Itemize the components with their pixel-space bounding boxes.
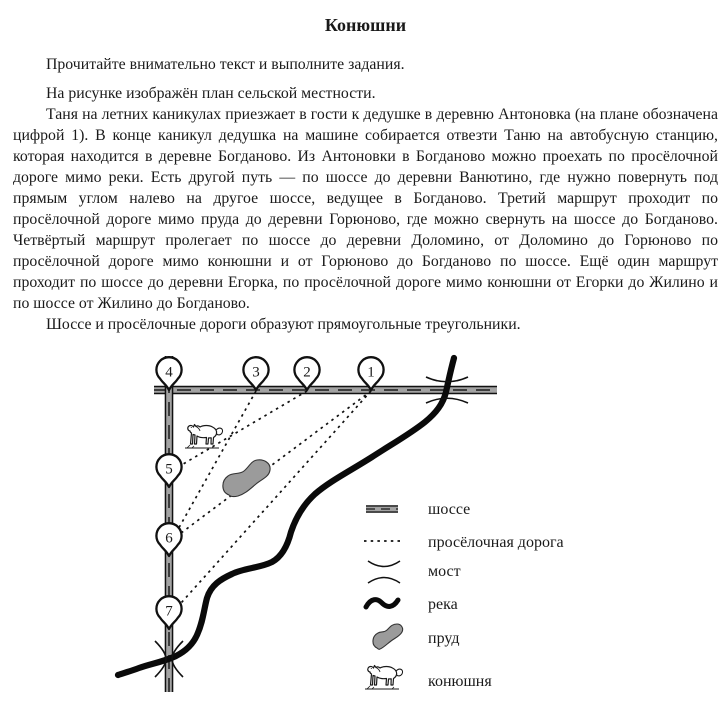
dirt-road-1-to-6 bbox=[173, 391, 371, 539]
dirt-road-1-to-7 bbox=[173, 391, 371, 612]
map-legend bbox=[364, 501, 564, 690]
pond-icon bbox=[373, 624, 403, 649]
bridge-icon bbox=[368, 561, 400, 583]
marker-number: 5 bbox=[165, 461, 173, 478]
legend-row-river bbox=[366, 596, 458, 613]
map-marker-4 bbox=[156, 357, 181, 390]
marker-number: 1 bbox=[367, 364, 375, 381]
legend-label: река bbox=[428, 596, 458, 613]
legend-label: просёлочная дорога bbox=[428, 534, 564, 551]
paragraph-routes: Таня на летних каникулах приезжает в гости к дедушке в деревню Антоновка (на плане обозначена цифрой 1). В конце каникул дедушка на машине собирается отвезти Таню на автобусную станцию, которая находится в деревне Богданово. Из Антоновки в Богданово можно проехать по просёлочной дороге мимо реки. Есть другой путь — по шоссе до деревни Ванютино, где нужно повернуть под прямым углом налево на другое шоссе, ведущее в Богданово. Третий маршрут проходит по просёлочной дороге мимо пруда до деревни Горюново, где можно свернуть на шоссе до Богданово. Четвёртый маршрут пролегает по шоссе до деревни Доломино, от Доломино до Горюново по просёлочной дороге мимо конюшни и от Горюново до Богданово по шоссе. Ещё один маршрут проходит по шоссе до деревни Егорка, по просёлочной дороге мимо конюшни от Егорки до Жилино и по шоссе от Жилино до Богданово. bbox=[13, 106, 718, 312]
map-marker-7 bbox=[156, 596, 181, 629]
stable-icon bbox=[185, 425, 223, 449]
map-marker-6 bbox=[156, 523, 181, 556]
task-text-block bbox=[13, 6, 718, 335]
marker-number: 6 bbox=[165, 530, 173, 547]
page-title: Конюшни bbox=[324, 15, 407, 35]
pond bbox=[223, 460, 270, 497]
legend-row-bridge bbox=[368, 561, 461, 583]
legend-label: пруд bbox=[428, 630, 460, 647]
instruction-paragraph: Прочитайте внимательно текст и выполните задания. bbox=[46, 56, 405, 73]
marker-number: 2 bbox=[303, 364, 311, 381]
dirt-road-3-to-6 bbox=[172, 391, 256, 540]
paragraph-plan: На рисунке изображён план сельской местности. bbox=[46, 85, 376, 102]
legend-row-stable bbox=[365, 666, 492, 691]
paragraph-triangles: Шоссе и просёлочные дороги образуют прямоугольные треугольники. bbox=[46, 316, 521, 333]
map-marker-2 bbox=[294, 357, 319, 390]
legend-row-dirt-road bbox=[364, 534, 564, 551]
map-marker-1 bbox=[358, 357, 383, 390]
marker-number: 7 bbox=[165, 603, 173, 620]
village-plan-map bbox=[0, 350, 728, 704]
legend-row-pond bbox=[373, 624, 460, 649]
marker-number: 3 bbox=[252, 364, 260, 381]
legend-label: мост bbox=[428, 563, 461, 580]
legend-row-highway bbox=[366, 501, 470, 518]
map-marker-5 bbox=[156, 454, 181, 487]
river-icon bbox=[366, 600, 398, 607]
stable-icon bbox=[365, 666, 403, 690]
map-marker-3 bbox=[243, 357, 268, 390]
legend-label: конюшня bbox=[428, 673, 492, 690]
legend-label: шоссе bbox=[428, 501, 471, 518]
marker-number: 4 bbox=[165, 364, 173, 381]
